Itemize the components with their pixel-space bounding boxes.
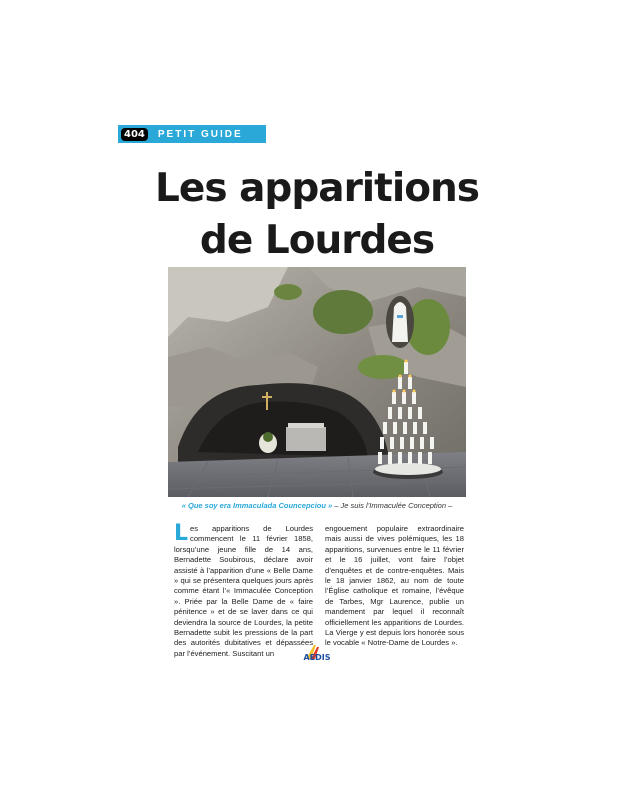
series-banner (118, 125, 266, 143)
photo-caption (168, 501, 466, 510)
body-text-1: es apparitions de Lourdes commencent le 11 février 1858, lorsqu’une jeune fille de 14 ans, Bernadette Soubirous, déclare avoir assisté à l’apparition d’une « Belle Dame » qui se présentera quelques jours après comme étant l’« Immaculée Conception ». Priée par la Belle Dame de « faire pénitence » et de se laver dans ce qui deviendra la source de Lourdes, la petite Bernadette subit les pressions de la part des autorités dubitatives et dépassées par l’événement. Suscitant un (174, 524, 313, 658)
grotto-photo (168, 267, 466, 497)
page-title (0, 163, 634, 267)
drop-cap: L (174, 521, 189, 546)
series-name: PETIT GUIDE (157, 128, 243, 140)
body-column-2 (325, 524, 464, 649)
caption-translation: – Je suis l’Immaculée Conception – (332, 501, 453, 510)
title-line-1: Les apparitions (155, 166, 479, 211)
aedis-logo-icon (302, 643, 332, 663)
title-line-2: de Lourdes (199, 218, 435, 263)
body-column-1 (174, 521, 313, 659)
grotto-illustration (168, 267, 466, 497)
body-text-2: engouement populaire extraordinaire mais aussi de vives polémiques, les 18 apparitions, survenues entre le 11 février et le 16 juillet, vont faire l’objet d’enquêtes et de contre-enquêtes. Mais le 18 janvier 1862, au nom de toute l’Église catholique et romaine, l’évêque de Tarbes, Mgr Laurence, publie un mandement par lequel il reconnaît officiellement les apparitions de Lourdes. La Vierge y est depuis lors honorée sous le vocable « Notre-Dame de Lourdes ». (325, 524, 464, 648)
logo-text: AEDIS (303, 653, 331, 662)
series-number: 404 (121, 128, 148, 141)
caption-quote: « Que soy era Immaculada Councepciou » (181, 501, 333, 510)
publisher-logo (302, 643, 332, 663)
